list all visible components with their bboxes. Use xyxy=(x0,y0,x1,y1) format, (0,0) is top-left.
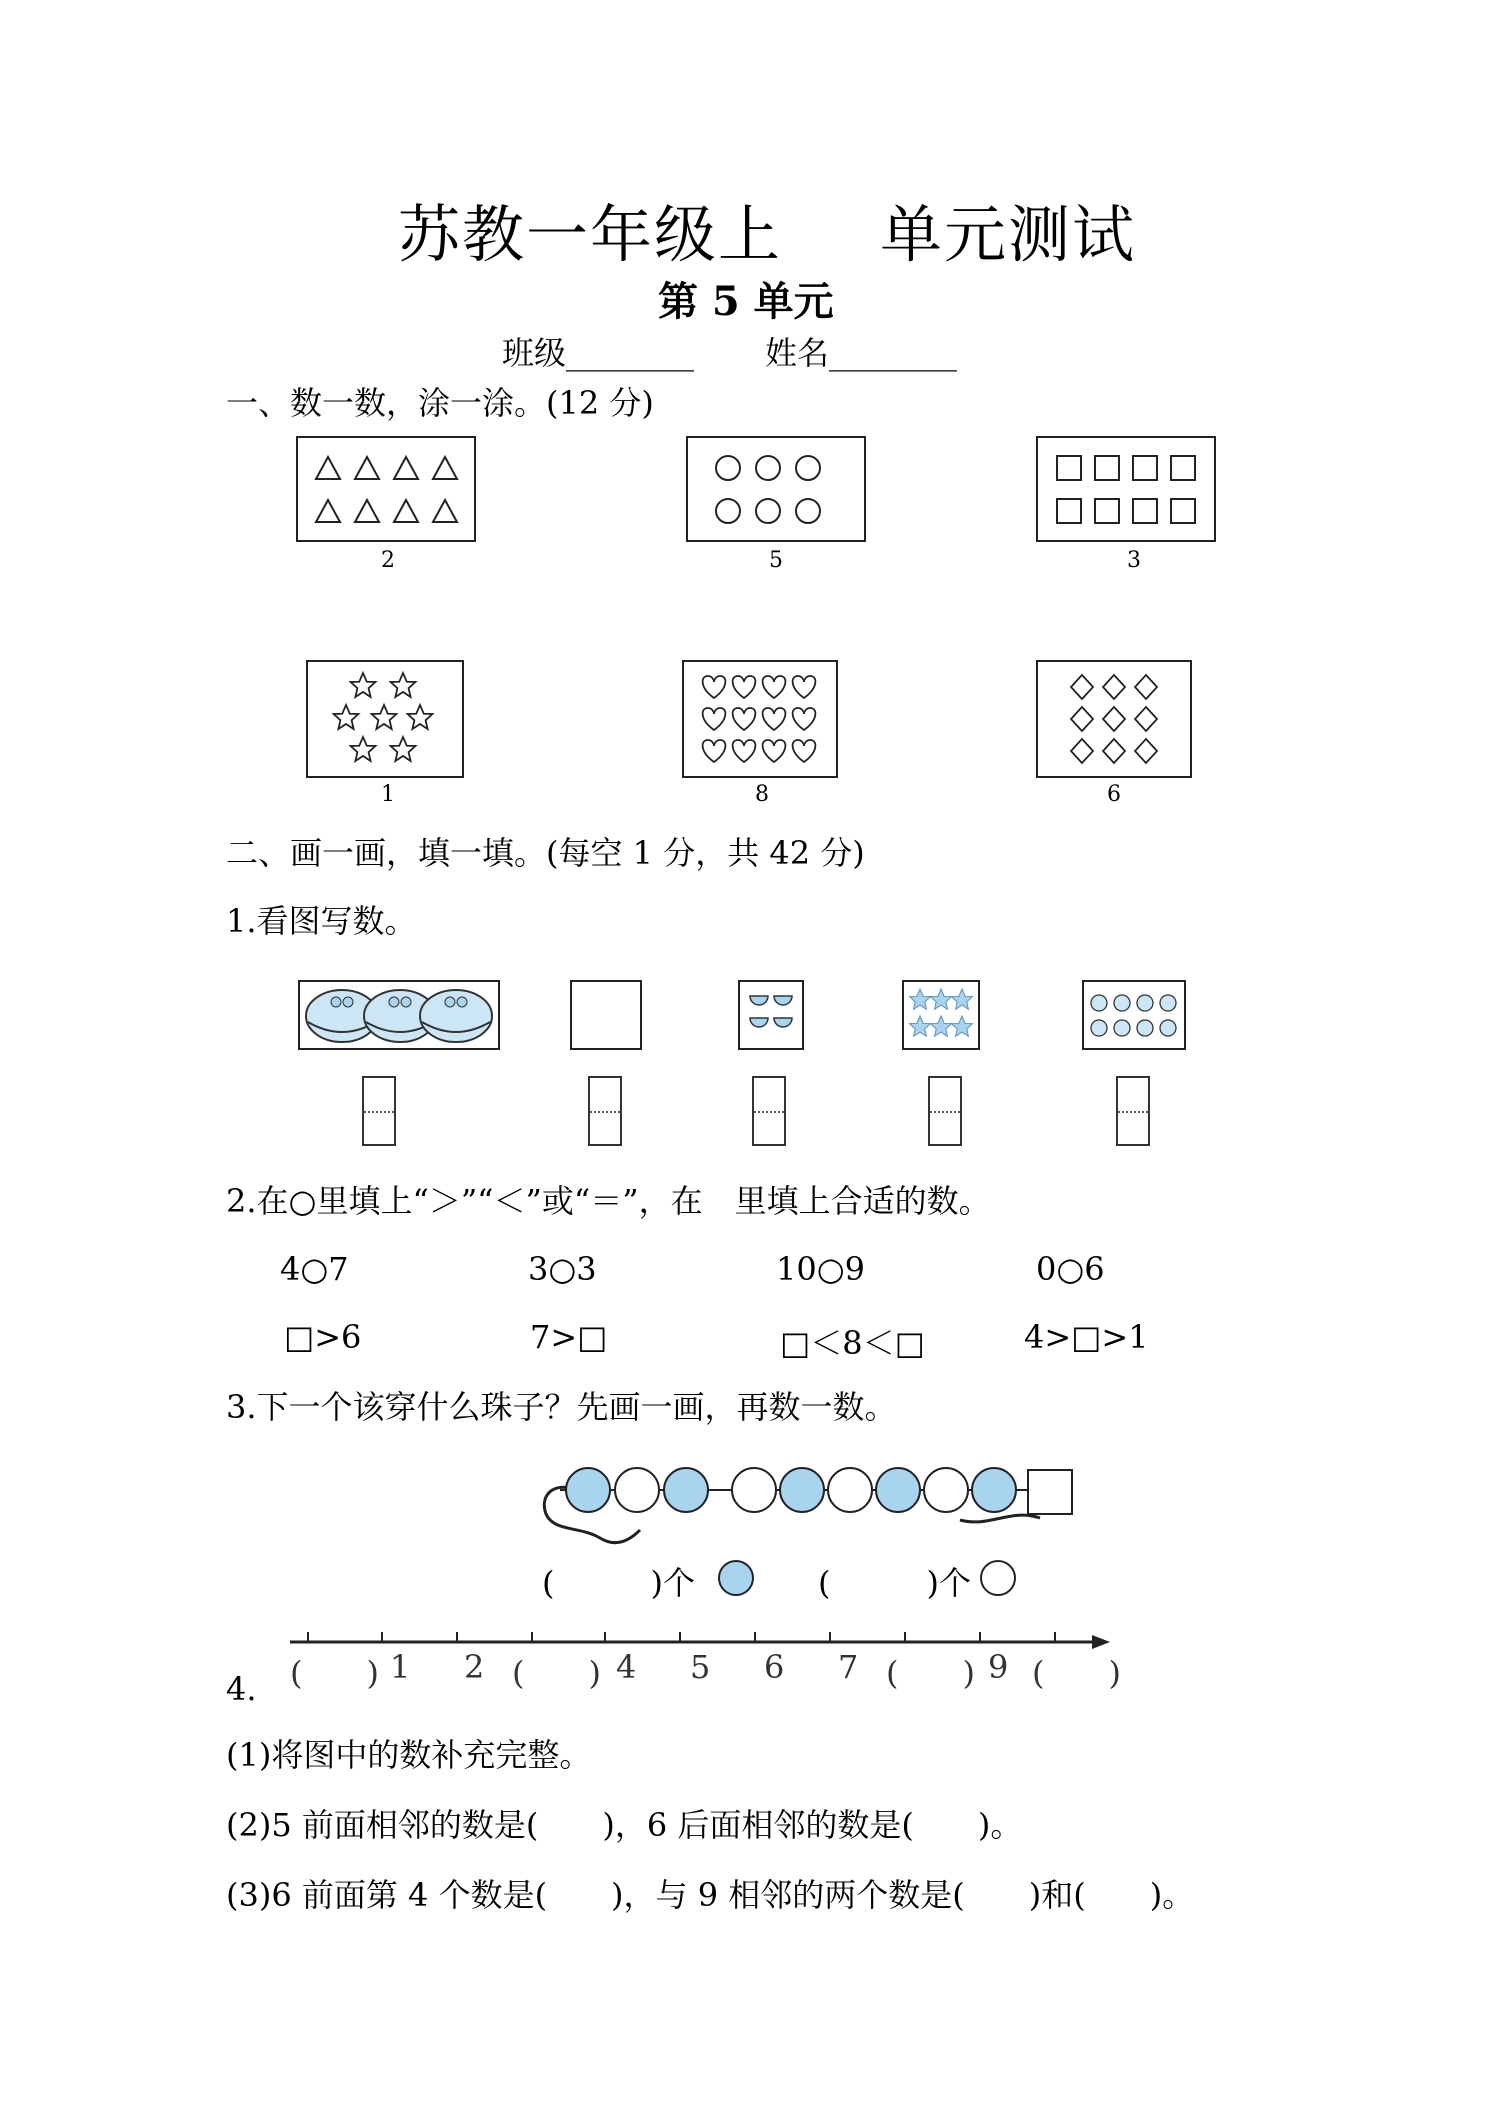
count-number[interactable]: 5 xyxy=(769,548,783,573)
shape-box-hearts xyxy=(682,660,838,778)
bead-white-icon xyxy=(924,1468,968,1512)
square-icon xyxy=(1169,497,1197,525)
count-number[interactable]: 1 xyxy=(381,782,395,807)
square-icon xyxy=(1131,454,1159,482)
compare-item[interactable]: 4○7 xyxy=(280,1250,349,1288)
shape-box-circles xyxy=(686,436,866,542)
bowl-icon xyxy=(750,996,768,1005)
circle-icon xyxy=(793,453,823,483)
bead-blue-icon xyxy=(972,1468,1016,1512)
shape-box-squares xyxy=(1036,436,1216,542)
square-icon xyxy=(1093,497,1121,525)
count-number[interactable]: 8 xyxy=(755,782,769,807)
star-icon xyxy=(334,705,359,729)
heart-group xyxy=(684,662,836,776)
star-icon xyxy=(372,705,397,729)
star-icon xyxy=(931,989,952,1009)
triangle-icon xyxy=(353,497,381,525)
shape-box-stars xyxy=(306,660,464,778)
tick-label: 6 xyxy=(764,1648,785,1686)
name-field[interactable]: 姓名________ xyxy=(765,334,958,372)
bead-white-icon xyxy=(615,1468,659,1512)
circle-icon xyxy=(713,453,743,483)
title-left: 苏教一年级上 xyxy=(398,198,783,271)
answer-box[interactable] xyxy=(1116,1076,1150,1146)
picture-stars xyxy=(902,980,980,1050)
q2-label: 2.在○里填上“＞”“＜”或“＝”，在 里填上合适的数。 xyxy=(226,1182,991,1220)
star-icon xyxy=(351,737,376,761)
heart-icon xyxy=(763,740,786,762)
ball-icon xyxy=(1091,1020,1107,1036)
tick-label: 4 xyxy=(616,1648,637,1686)
blue-star-group xyxy=(904,982,978,1048)
circle-icon xyxy=(753,496,783,526)
ball-group xyxy=(1084,982,1184,1048)
tick-blank[interactable]: ( ) xyxy=(1032,1654,1121,1692)
answer-box[interactable] xyxy=(588,1076,622,1146)
picture-empty xyxy=(570,980,642,1050)
answer-box[interactable] xyxy=(752,1076,786,1146)
tick-blank[interactable]: ( ) xyxy=(886,1654,975,1692)
star-icon xyxy=(408,705,433,729)
q1-label: 1.看图写数。 xyxy=(226,902,417,940)
heart-icon xyxy=(703,676,726,698)
triangle-icon xyxy=(392,497,420,525)
tick-label: 9 xyxy=(988,1648,1009,1686)
bowl-group xyxy=(740,982,802,1048)
count-number[interactable]: 2 xyxy=(381,548,395,573)
star-icon xyxy=(952,1016,973,1036)
next-bead-box[interactable] xyxy=(1028,1470,1072,1514)
bead-blue-icon xyxy=(716,1558,756,1598)
square-icon xyxy=(1055,454,1083,482)
ball-icon xyxy=(1137,1020,1153,1036)
ball-icon xyxy=(1160,995,1176,1011)
star-icon xyxy=(931,1016,952,1036)
picture-bowls xyxy=(738,980,804,1050)
compare-item[interactable]: 10○9 xyxy=(776,1250,865,1288)
string-right xyxy=(960,1515,1040,1522)
fill-item[interactable]: 4>□>1 xyxy=(1024,1318,1149,1356)
star-group xyxy=(308,662,462,776)
count-white-blank[interactable]: ( )个 xyxy=(818,1564,971,1602)
count-number[interactable]: 6 xyxy=(1107,782,1121,807)
ball-icon xyxy=(1160,1020,1176,1036)
q4-sub3[interactable]: (3)6 前面第 4 个数是( )，与 9 相邻的两个数是( )和( )。 xyxy=(226,1876,1195,1914)
tick-label: 5 xyxy=(690,1648,711,1686)
circle-group xyxy=(708,446,828,532)
q4-sub2[interactable]: (2)5 前面相邻的数是( )，6 后面相邻的数是( )。 xyxy=(226,1806,1023,1844)
count-number[interactable]: 3 xyxy=(1127,548,1141,573)
heart-icon xyxy=(793,676,816,698)
diamond-icon xyxy=(1071,707,1093,731)
section1-heading: 一、数一数，涂一涂。(12 分) xyxy=(226,384,654,422)
shape-box-diamonds xyxy=(1036,660,1192,778)
heart-icon xyxy=(703,708,726,730)
ball-icon xyxy=(1114,995,1130,1011)
tick-label: 1 xyxy=(390,1648,411,1686)
circle-icon xyxy=(753,453,783,483)
triangle-icon xyxy=(314,497,342,525)
count-blue-blank[interactable]: ( )个 xyxy=(542,1564,695,1602)
heart-icon xyxy=(763,676,786,698)
star-icon xyxy=(910,1016,931,1036)
unit-title: 第 5 单元 xyxy=(658,278,834,325)
bowl-icon xyxy=(774,996,792,1005)
class-field[interactable]: 班级________ xyxy=(502,334,695,372)
answer-box[interactable] xyxy=(928,1076,962,1146)
star-icon xyxy=(910,989,931,1009)
heart-icon xyxy=(703,740,726,762)
heart-icon xyxy=(763,708,786,730)
star-icon xyxy=(391,673,416,697)
square-icon xyxy=(1169,454,1197,482)
ball-icon xyxy=(1137,995,1153,1011)
diamond-icon xyxy=(1071,739,1093,763)
triangle-icon xyxy=(353,454,381,482)
square-icon xyxy=(1055,497,1083,525)
ball-icon xyxy=(1114,1020,1130,1036)
bead-string xyxy=(520,1448,1090,1568)
cake-icon xyxy=(420,990,492,1042)
diamond-icon xyxy=(1071,675,1093,699)
q4-sub1: (1)将图中的数补充完整。 xyxy=(226,1736,592,1774)
heart-icon xyxy=(733,740,756,762)
compare-item[interactable]: 3○3 xyxy=(528,1250,597,1288)
diamond-group xyxy=(1038,662,1190,776)
star-icon xyxy=(391,737,416,761)
bead-blue-icon xyxy=(566,1468,610,1512)
square-group xyxy=(1050,446,1202,532)
picture-cakes xyxy=(298,980,500,1050)
triangle-icon xyxy=(431,454,459,482)
ball-icon xyxy=(1091,995,1107,1011)
q3-label: 3.下一个该穿什么珠子？先画一画，再数一数。 xyxy=(226,1388,897,1426)
fill-item[interactable]: □>6 xyxy=(284,1318,362,1356)
bead-white-icon xyxy=(828,1468,872,1512)
shape-box-triangles xyxy=(296,436,476,542)
fill-item[interactable]: 7>□ xyxy=(530,1318,608,1356)
fill-item[interactable]: □＜8＜□ xyxy=(780,1324,925,1362)
heart-icon xyxy=(793,740,816,762)
triangle-icon xyxy=(314,454,342,482)
diamond-icon xyxy=(1103,675,1125,699)
bead-white-icon xyxy=(978,1558,1018,1598)
triangle-icon xyxy=(431,497,459,525)
star-icon xyxy=(351,673,376,697)
tick-label: 2 xyxy=(464,1648,485,1686)
compare-item[interactable]: 0○6 xyxy=(1036,1250,1105,1288)
answer-box[interactable] xyxy=(362,1076,396,1146)
tick-label: 7 xyxy=(838,1648,859,1686)
heart-icon xyxy=(793,708,816,730)
title-right: 单元测试 xyxy=(880,198,1137,271)
diamond-icon xyxy=(1103,739,1125,763)
bowl-icon xyxy=(750,1018,768,1027)
arrow-icon xyxy=(1092,1635,1110,1649)
square-icon xyxy=(1093,454,1121,482)
section2-heading: 二、画一画，填一填。(每空 1 分，共 42 分) xyxy=(226,834,865,872)
diamond-icon xyxy=(1135,707,1157,731)
diamond-icon xyxy=(1103,707,1125,731)
heart-icon xyxy=(733,676,756,698)
bead-white-icon xyxy=(732,1468,776,1512)
triangle-icon xyxy=(392,454,420,482)
diamond-icon xyxy=(1135,675,1157,699)
heart-icon xyxy=(733,708,756,730)
triangle-group xyxy=(308,446,464,532)
picture-balls xyxy=(1082,980,1186,1050)
circle-icon xyxy=(713,496,743,526)
cake-group xyxy=(300,982,498,1048)
bead-blue-icon xyxy=(780,1468,824,1512)
tick-blank[interactable]: ( ) xyxy=(512,1654,601,1692)
q4-label: 4. xyxy=(226,1670,257,1708)
circle-icon xyxy=(793,496,823,526)
bead-blue-icon xyxy=(664,1468,708,1512)
star-icon xyxy=(952,989,973,1009)
square-icon xyxy=(1131,497,1159,525)
diamond-icon xyxy=(1135,739,1157,763)
bowl-icon xyxy=(774,1018,792,1027)
bead-blue-icon xyxy=(876,1468,920,1512)
tick-blank[interactable]: ( ) xyxy=(290,1654,379,1692)
